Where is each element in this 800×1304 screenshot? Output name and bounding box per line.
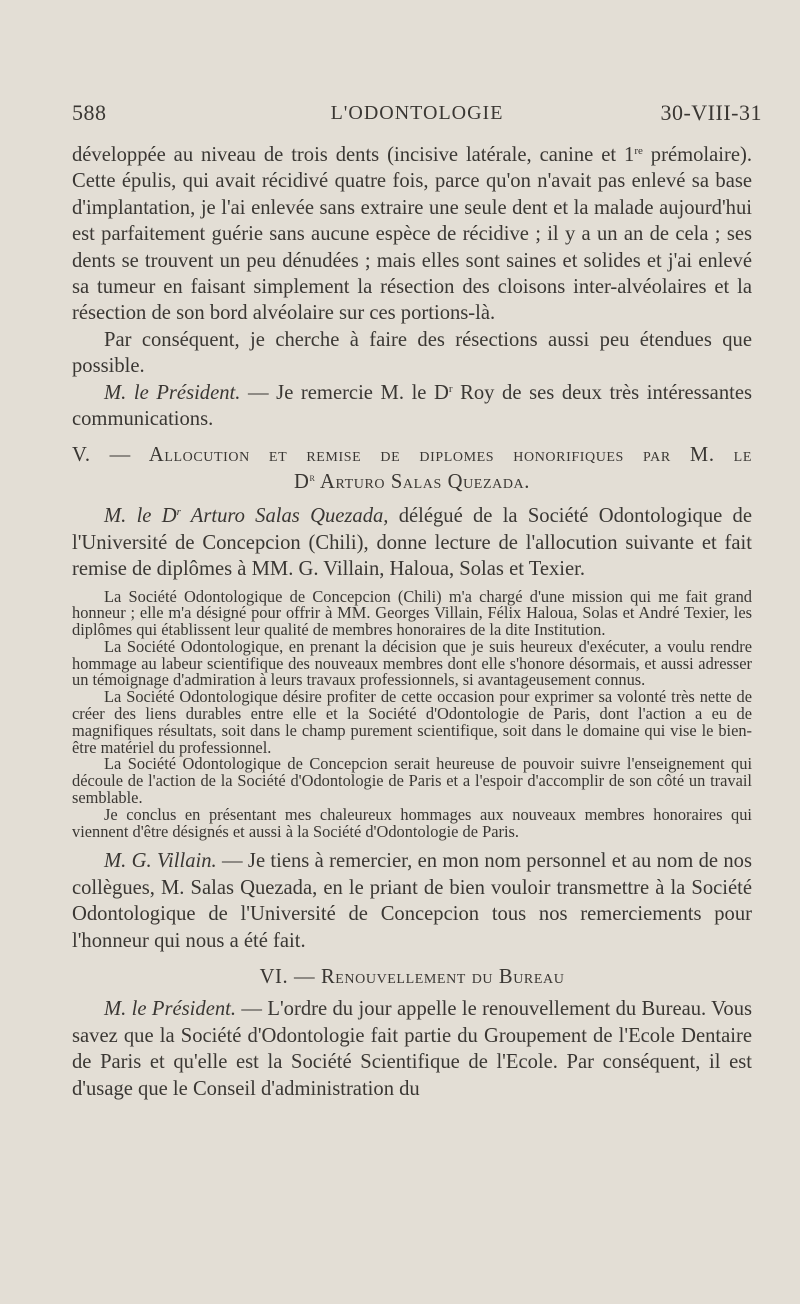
running-title: L'ODONTOLOGIE <box>330 102 504 124</box>
page-body <box>72 142 752 1102</box>
section-heading-vi: VI. — Renouvellement du Bureau <box>259 966 565 989</box>
paragraph-epulis: développée au niveau de trois dents (incisive latérale, canine et 1re prémolaire). Cette épulis, qui avait récidivé quatre fois, parce qu'on n'avait pas enlevé sa base d'implantation, je l'ai enlevée sans extraire une seule dent et la malade aujourd'hui est parfaitement guérie sans aucune espèce de récidive ; il y a un an de cela ; ses dents se trouvent un peu dénudées ; mais elles sont saines et solides et j'ai enlevé sa tumeur en faisant simplement la résection des cloisons inter-alvéolaires et la résection de son bord alvéolaire sur ces portions-là. <box>72 144 752 325</box>
speaker-name: M. le $D^r$ Arturo Salas Quezada, <box>104 505 389 528</box>
allocution-quote <box>72 586 752 841</box>
running-header <box>72 100 762 130</box>
speaker-name: M. G. Villain. <box>104 850 217 873</box>
quote-paragraph: La Société Odontologique de Concepcion (Chili) m'a chargé d'une mission qui me fait grand honneur ; elle m'a désigné pour offrir à MM. Georges Villain, Félix Haloua, Solas et André Texier, les diplômes qui établissent leur qualité de membres honoraires de la dite Institution. <box>72 586 752 640</box>
section-heading-v: V. — Allocution et remise de diplomes honorifiques par M. le $D^r$ Arturo Salas Quezada. <box>72 444 752 493</box>
quote-paragraph: La Société Odontologique de Concepcion serait heureuse de pouvoir suivre l'enseignement qui découle de l'action de la Société d'Odontologie de Paris et a l'espoir d'accomplir de son côté un travail semblable. <box>72 754 752 808</box>
quote-paragraph: La Société Odontologique, en prenant la décision que je suis heureux d'exécuter, a voulu rendre hommage au labeur scientifique des nouveaux membres dont elle s'honore désormais, et aussi adresser un témoignage d'admiration à leurs travaux professionnels, si avantageusement connus. <box>72 636 752 690</box>
speaker-name: M. le Président. <box>104 381 241 404</box>
paragraph-bureau: M. le Président. — L'ordre du jour appelle le renouvellement du Bureau. Vous savez que la Société d'Odontologie fait partie du Groupement de l'Ecole Dentaire de Paris et qu'elle est la Société Scientifique de l'Ecole. Par conséquent, il est d'usage que le Conseil d'administration du <box>72 998 753 1100</box>
issue-date: 30-VIII-31 <box>660 100 762 125</box>
paragraph-resections: Par conséquent, je cherche à faire des résections aussi peu étendues que possible. <box>72 328 752 378</box>
paragraph-villain-reply: M. G. Villain. — Je tiens à remercier, en mon nom personnel et au nom de nos collègues, M. Salas Quezada, en le priant de bien vouloir transmettre à la Société Odontologique de l'Université de Concepcion tous nos remerciements pour l'honneur qui nous a été fait. <box>72 850 752 952</box>
paragraph-president-thanks: M. le Président. — Je remercie M. le $D^r$ Roy de ses deux très intéressantes communications. <box>72 381 752 431</box>
quote-paragraph: La Société Odontologique désire profiter de cette occasion pour exprimer sa volonté très nette de créer des liens durables entre elle et la Société d'Odontologie de Paris, dont l'action a eu de magnifiques résultats, soit dans le champ purement scientifique, soit dans le domaine qui vise le bien-être matériel du professionnel. <box>72 687 752 757</box>
quote-paragraph: Je conclus en présentant mes chaleureux hommages aux nouveaux membres honoraires qui viennent d'être désignés et aussi à la Société d'Odontologie de Paris. <box>72 804 752 841</box>
speaker-name: M. le Président. <box>104 998 237 1021</box>
page-number: 588 <box>72 100 107 125</box>
paragraph-quezada-intro: M. le $D^r$ Arturo Salas Quezada, délégué de la Société Odontologique de l'Université de Concepcion (Chili), donne lecture de l'allocution suivante et fait remise de diplômes à MM. G. Villain, Haloua, Solas et Texier. <box>72 505 752 581</box>
